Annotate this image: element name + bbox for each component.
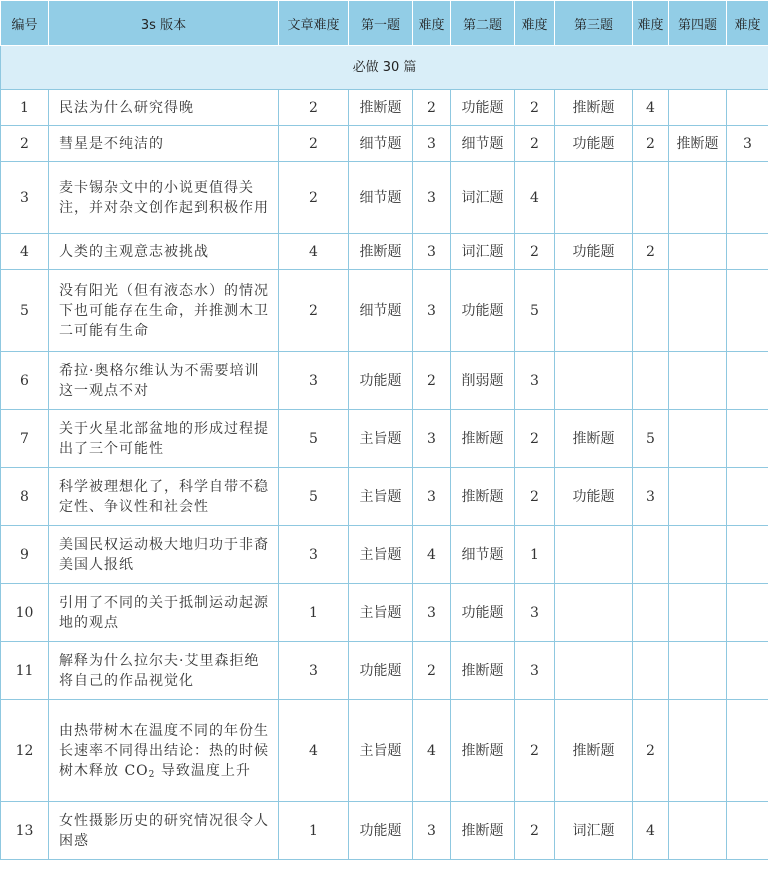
article-title-text: 女性摄影历史的研究情况很令人困惑: [59, 812, 269, 849]
question-3-difficulty: 5: [633, 410, 669, 468]
header-version: 3s 版本: [49, 1, 279, 46]
article-difficulty: 3: [279, 352, 349, 410]
question-2-difficulty: 2: [515, 410, 555, 468]
question-1-difficulty: 3: [413, 126, 451, 162]
header-question-2: 第二题: [451, 1, 515, 46]
question-3-type: 推断题: [555, 90, 633, 126]
question-1-difficulty: 3: [413, 802, 451, 860]
question-4-type: 推断题: [669, 126, 727, 162]
table-row: [1, 352, 768, 410]
article-title-text: 彗星是不纯洁的: [59, 135, 164, 152]
question-2-difficulty: 3: [515, 642, 555, 700]
article-title: [49, 352, 279, 410]
article-title: [49, 642, 279, 700]
question-2-difficulty: 2: [515, 234, 555, 270]
article-title-text: 希拉·奥格尔维认为不需要培训这一观点不对: [59, 362, 260, 399]
question-4-type: [669, 584, 727, 642]
article-title: [49, 410, 279, 468]
row-number: 4: [1, 234, 49, 270]
article-difficulty: 2: [279, 126, 349, 162]
question-3-type: [555, 584, 633, 642]
article-difficulty: 3: [279, 526, 349, 584]
question-2-difficulty: 2: [515, 700, 555, 802]
question-4-type: [669, 700, 727, 802]
article-difficulty: 3: [279, 642, 349, 700]
table-row: [1, 802, 768, 860]
question-1-difficulty: 3: [413, 410, 451, 468]
question-3-type: [555, 162, 633, 234]
question-4-type: [669, 270, 727, 352]
article-difficulty: 1: [279, 802, 349, 860]
header-question-4: 第四题: [669, 1, 727, 46]
table-row: [1, 526, 768, 584]
question-3-difficulty: 3: [633, 468, 669, 526]
article-title-text: 没有阳光（但有液态水）的情况下也可能存在生命，并推测木卫二可能有生命: [59, 282, 269, 339]
row-number: 8: [1, 468, 49, 526]
question-1-difficulty: 3: [413, 234, 451, 270]
article-title-text: 麦卡锡杂文中的小说更值得关注，并对杂文创作起到积极作用: [59, 179, 269, 216]
question-2-difficulty: 2: [515, 802, 555, 860]
question-2-difficulty: 2: [515, 90, 555, 126]
article-difficulty: 2: [279, 90, 349, 126]
question-2-type: 推断题: [451, 802, 515, 860]
question-2-type: 功能题: [451, 90, 515, 126]
article-difficulty: 4: [279, 700, 349, 802]
row-number: 1: [1, 90, 49, 126]
question-4-difficulty: [727, 584, 768, 642]
row-number: 3: [1, 162, 49, 234]
header-number: 编号: [1, 1, 49, 46]
question-2-difficulty: 3: [515, 584, 555, 642]
header-question-3: 第三题: [555, 1, 633, 46]
article-difficulty: 2: [279, 270, 349, 352]
question-2-type: 推断题: [451, 700, 515, 802]
row-number: 6: [1, 352, 49, 410]
article-title-text: 美国民权运动极大地归功于非裔美国人报纸: [59, 536, 269, 573]
question-3-type: 功能题: [555, 126, 633, 162]
table-row: [1, 700, 768, 802]
article-title-text: 科学被理想化了，科学自带不稳定性、争议性和社会性: [59, 478, 269, 515]
question-1-type: 功能题: [349, 352, 413, 410]
question-2-type: 功能题: [451, 270, 515, 352]
question-3-difficulty: 4: [633, 90, 669, 126]
question-1-difficulty: 2: [413, 642, 451, 700]
question-1-type: 主旨题: [349, 526, 413, 584]
article-title: [49, 90, 279, 126]
article-title-text: 解释为什么拉尔夫·艾里森拒绝将自己的作品视觉化: [59, 652, 260, 689]
section-title: 必做 30 篇: [1, 46, 768, 90]
question-3-difficulty: [633, 642, 669, 700]
article-title: [49, 234, 279, 270]
question-3-type: 推断题: [555, 410, 633, 468]
question-2-type: 功能题: [451, 584, 515, 642]
question-4-type: [669, 234, 727, 270]
article-title-text: 由热带树木在温度不同的年份生长速率不同得出结论：热的时候树木释放 CO: [59, 722, 269, 779]
question-4-type: [669, 410, 727, 468]
article-difficulty: 4: [279, 234, 349, 270]
table-row: [1, 584, 768, 642]
question-4-type: [669, 802, 727, 860]
row-number: 5: [1, 270, 49, 352]
question-1-type: 细节题: [349, 270, 413, 352]
article-difficulty: 5: [279, 410, 349, 468]
question-2-type: 推断题: [451, 642, 515, 700]
question-2-type: 词汇题: [451, 162, 515, 234]
header-difficulty-4: 难度: [727, 1, 768, 46]
question-2-type: 推断题: [451, 410, 515, 468]
article-title-text: 人类的主观意志被挑战: [59, 243, 209, 260]
question-3-difficulty: 2: [633, 700, 669, 802]
question-4-difficulty: [727, 270, 768, 352]
question-3-difficulty: [633, 162, 669, 234]
article-title: [49, 700, 279, 802]
question-1-type: 主旨题: [349, 700, 413, 802]
question-4-difficulty: [727, 802, 768, 860]
article-difficulty: 5: [279, 468, 349, 526]
question-1-difficulty: 3: [413, 468, 451, 526]
article-title: [49, 468, 279, 526]
question-3-difficulty: [633, 526, 669, 584]
question-1-difficulty: 4: [413, 526, 451, 584]
row-number: 11: [1, 642, 49, 700]
question-2-type: 细节题: [451, 526, 515, 584]
section-row: [1, 46, 768, 90]
question-4-difficulty: [727, 90, 768, 126]
article-title-text: 引用了不同的关于抵制运动起源地的观点: [59, 594, 269, 631]
table-row: [1, 126, 768, 162]
question-1-difficulty: 2: [413, 352, 451, 410]
row-number: 2: [1, 126, 49, 162]
header-difficulty-1: 难度: [413, 1, 451, 46]
question-3-difficulty: [633, 352, 669, 410]
question-1-type: 主旨题: [349, 468, 413, 526]
question-1-difficulty: 4: [413, 700, 451, 802]
question-2-difficulty: 5: [515, 270, 555, 352]
question-1-difficulty: 2: [413, 90, 451, 126]
table-row: [1, 162, 768, 234]
question-1-type: 推断题: [349, 234, 413, 270]
table-row: [1, 410, 768, 468]
question-1-type: 功能题: [349, 802, 413, 860]
article-title-text: 民法为什么研究得晚: [59, 99, 194, 116]
header-question-1: 第一题: [349, 1, 413, 46]
question-1-difficulty: 3: [413, 270, 451, 352]
question-1-type: 功能题: [349, 642, 413, 700]
question-1-difficulty: 3: [413, 584, 451, 642]
question-3-type: [555, 526, 633, 584]
question-3-difficulty: 2: [633, 234, 669, 270]
question-3-type: [555, 642, 633, 700]
question-4-difficulty: [727, 410, 768, 468]
question-4-type: [669, 352, 727, 410]
row-number: 9: [1, 526, 49, 584]
question-1-type: 推断题: [349, 90, 413, 126]
question-4-difficulty: [727, 234, 768, 270]
question-4-type: [669, 162, 727, 234]
row-number: 12: [1, 700, 49, 802]
question-3-type: [555, 352, 633, 410]
question-4-difficulty: [727, 162, 768, 234]
article-title-text: 关于火星北部盆地的形成过程提出了三个可能性: [59, 420, 269, 457]
table-row: [1, 234, 768, 270]
article-title-tail: 导致温度上升: [155, 762, 251, 779]
question-4-difficulty: 3: [727, 126, 768, 162]
table-row: [1, 468, 768, 526]
question-4-difficulty: [727, 642, 768, 700]
question-2-difficulty: 1: [515, 526, 555, 584]
question-1-difficulty: 3: [413, 162, 451, 234]
article-title: [49, 584, 279, 642]
question-4-type: [669, 90, 727, 126]
question-4-type: [669, 526, 727, 584]
question-2-difficulty: 2: [515, 468, 555, 526]
question-3-difficulty: [633, 584, 669, 642]
question-3-difficulty: [633, 270, 669, 352]
article-title: [49, 162, 279, 234]
question-2-type: 词汇题: [451, 234, 515, 270]
header-difficulty-2: 难度: [515, 1, 555, 46]
question-4-difficulty: [727, 468, 768, 526]
table-body: [1, 46, 768, 860]
question-2-type: 细节题: [451, 126, 515, 162]
question-4-difficulty: [727, 352, 768, 410]
header-row: [1, 1, 768, 46]
question-1-type: 主旨题: [349, 410, 413, 468]
article-difficulty: 1: [279, 584, 349, 642]
question-1-type: 主旨题: [349, 584, 413, 642]
question-3-type: 词汇题: [555, 802, 633, 860]
header-difficulty-3: 难度: [633, 1, 669, 46]
article-title: [49, 526, 279, 584]
table-row: [1, 642, 768, 700]
article-title: [49, 270, 279, 352]
table-row: [1, 90, 768, 126]
question-1-type: 细节题: [349, 126, 413, 162]
question-2-difficulty: 2: [515, 126, 555, 162]
question-2-difficulty: 4: [515, 162, 555, 234]
question-4-difficulty: [727, 526, 768, 584]
question-2-type: 削弱题: [451, 352, 515, 410]
question-2-type: 推断题: [451, 468, 515, 526]
question-3-type: 功能题: [555, 468, 633, 526]
question-3-type: 功能题: [555, 234, 633, 270]
article-title: [49, 126, 279, 162]
question-4-type: [669, 468, 727, 526]
question-3-difficulty: 4: [633, 802, 669, 860]
row-number: 10: [1, 584, 49, 642]
question-3-type: [555, 270, 633, 352]
question-4-difficulty: [727, 700, 768, 802]
row-number: 13: [1, 802, 49, 860]
article-title-subscript: 2: [148, 769, 156, 780]
table-row: [1, 270, 768, 352]
question-2-difficulty: 3: [515, 352, 555, 410]
question-3-difficulty: 2: [633, 126, 669, 162]
question-3-type: 推断题: [555, 700, 633, 802]
article-title: [49, 802, 279, 860]
article-difficulty: 2: [279, 162, 349, 234]
question-1-type: 细节题: [349, 162, 413, 234]
question-4-type: [669, 642, 727, 700]
row-number: 7: [1, 410, 49, 468]
header-article-difficulty: 文章难度: [279, 1, 349, 46]
